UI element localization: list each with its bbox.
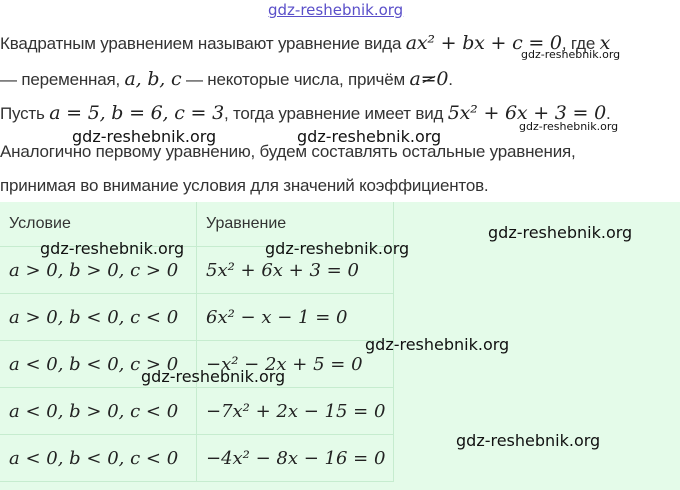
condition-cell: a < 0, b < 0, c < 0 xyxy=(0,435,197,482)
equation-cell: −x² − 2x + 5 = 0 xyxy=(197,341,394,388)
line2-cond-a: a xyxy=(409,68,421,90)
line2-text-a: — переменная, xyxy=(0,70,120,89)
not-equal-sign: = xyxy=(420,68,437,90)
table-row xyxy=(0,435,394,482)
watermark: gdz-reshebnik.org xyxy=(141,367,286,386)
line1-text: Квадратным уравнением называют уравнение вида xyxy=(0,34,402,53)
line1-formula: ax² + bx + c = 0 xyxy=(405,32,562,54)
line3-values: a = 5, b = 6, c = 3 xyxy=(49,102,224,124)
line1-tail: , где xyxy=(561,34,596,53)
line3-text-a: Пусть xyxy=(0,104,45,123)
condition-cell: a < 0, b < 0, c > 0 xyxy=(0,341,197,388)
condition-cell: a < 0, b > 0, c < 0 xyxy=(0,388,197,435)
line3-end: . xyxy=(605,104,611,123)
watermark: gdz-reshebnik.org xyxy=(265,239,410,258)
line2-end: . xyxy=(448,70,453,89)
watermark: gdz-reshebnik.org xyxy=(488,223,633,242)
line3-text-b: , тогда уравнение имеет вид xyxy=(223,104,444,123)
column-header-equation: Уравнение xyxy=(197,202,394,247)
equation-cell: 5x² + 6x + 3 = 0 xyxy=(197,247,394,294)
paragraph-line-1 xyxy=(0,32,610,54)
equation-cell: −4x² − 8x − 16 = 0 xyxy=(197,435,394,482)
table-row xyxy=(0,388,394,435)
line2-vars: a, b, c xyxy=(124,68,182,90)
paragraph-line-2 xyxy=(0,68,453,90)
watermark: gdz-reshebnik.org xyxy=(72,127,217,146)
paragraph-line-5: принимая во внимание условия для значений коэффициентов. xyxy=(0,176,489,195)
paragraph-line-4: Аналогично первому уравнению, будем составлять остальные уравнения, xyxy=(0,142,576,161)
line2-text-b: — некоторые числа, причём xyxy=(185,70,405,89)
line1-var: x xyxy=(599,32,611,54)
table-row xyxy=(0,294,394,341)
line3-formula: 5x² + 6x + 3 = 0 xyxy=(447,102,606,124)
condition-cell: a > 0, b > 0, c > 0 xyxy=(0,247,197,294)
line2-cond-b: 0 xyxy=(436,68,449,90)
equation-cell: 6x² − x − 1 = 0 xyxy=(197,294,394,341)
watermark: gdz-reshebnik.org xyxy=(297,127,442,146)
watermark: gdz-reshebnik.org xyxy=(40,239,185,258)
watermark-top-link[interactable]: gdz-reshebnik.org xyxy=(268,1,404,19)
watermark: gdz-reshebnik.org xyxy=(456,431,601,450)
condition-cell: a > 0, b < 0, c < 0 xyxy=(0,294,197,341)
watermark: gdz-reshebnik.org xyxy=(519,120,619,133)
watermark: gdz-reshebnik.org xyxy=(521,48,621,61)
watermark: gdz-reshebnik.org xyxy=(365,335,510,354)
column-header-condition: Условие xyxy=(0,202,197,247)
equation-cell: −7x² + 2x − 15 = 0 xyxy=(197,388,394,435)
